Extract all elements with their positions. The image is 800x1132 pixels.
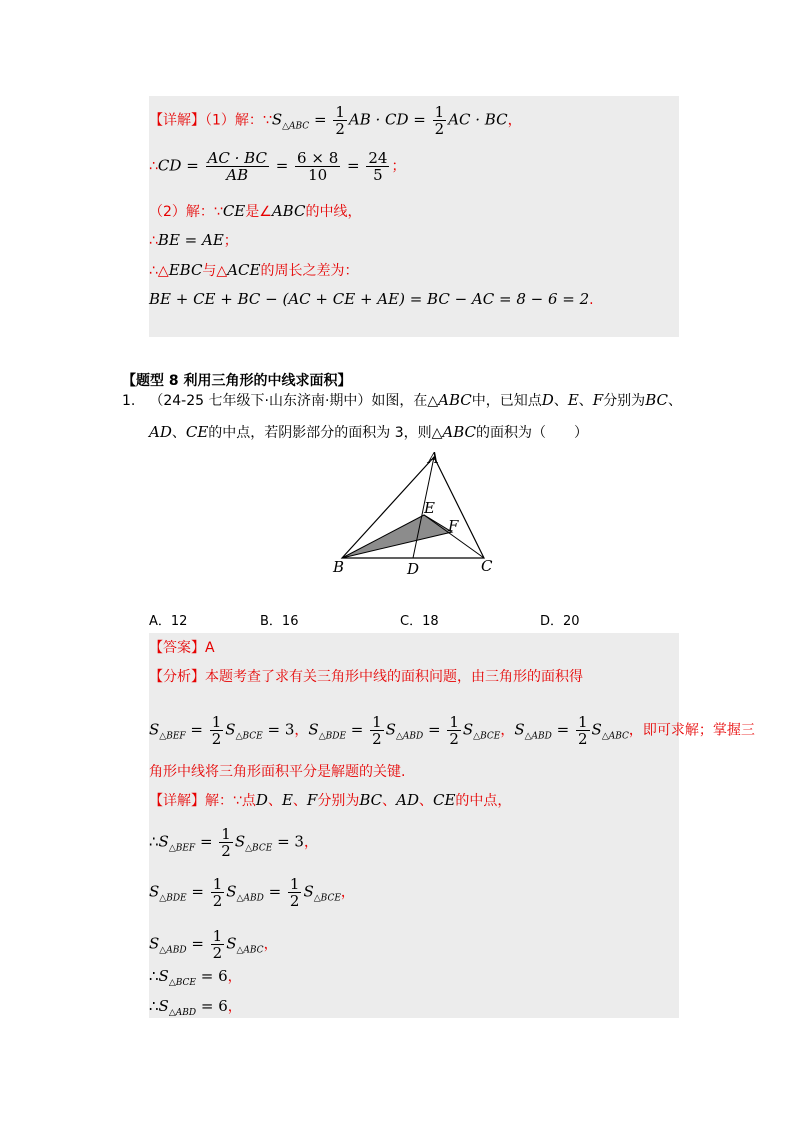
- math-expr: AC · BC: [448, 110, 508, 129]
- label-c: C: [481, 557, 493, 575]
- frac-den: 2: [577, 730, 588, 748]
- text: （24-25 七年级下·山东济南·期中）如图，在△: [149, 393, 439, 409]
- math-var: F: [592, 391, 604, 409]
- math-eq: = 3: [272, 832, 304, 851]
- answer-value: A: [205, 640, 215, 656]
- frac-num: 1: [434, 103, 445, 121]
- math-sub: △ABC: [601, 731, 629, 742]
- frac-num: 1: [211, 713, 222, 731]
- math-eq: = 6: [196, 997, 228, 1015]
- punct: ，: [227, 999, 242, 1015]
- frac-num: 6 × 8: [297, 149, 339, 167]
- fraction: [333, 104, 347, 137]
- math-eq: = 6: [196, 967, 228, 985]
- math-s: S: [462, 720, 474, 739]
- analysis-text: 本题考查了求有关三角形中线的面积问题，由三角形的面积得: [205, 669, 583, 685]
- math-sub: △BCE: [168, 978, 196, 988]
- frac-den: 2: [335, 120, 345, 138]
- math-s: S: [149, 882, 160, 901]
- math-s: S: [226, 934, 237, 953]
- fraction: [210, 714, 224, 747]
- math-s: S: [149, 934, 160, 953]
- math-s: S: [271, 110, 283, 129]
- math-var: AD: [396, 791, 419, 809]
- frac-num: 1: [212, 875, 223, 893]
- math-sub: △ABC: [236, 945, 264, 956]
- part-label: （2）解：∵: [149, 204, 223, 220]
- math-sub: △BCE: [313, 893, 341, 904]
- frac-den: 2: [221, 842, 231, 860]
- answer-tag: 【答案】: [149, 640, 205, 656]
- fraction: [447, 714, 461, 747]
- detail-line-3: [149, 876, 355, 909]
- math-s: S: [158, 832, 169, 851]
- text: 、: [382, 793, 397, 809]
- analysis-line-2: [149, 714, 755, 747]
- text: 的面积为（ ）: [476, 425, 589, 441]
- punct: ，: [263, 936, 278, 953]
- detail-tag: 【详解】: [149, 112, 205, 129]
- frac-num: 1: [449, 713, 459, 731]
- math-var: ACE: [227, 261, 261, 279]
- therefore-symbol: ∴△: [149, 263, 169, 279]
- math-s: S: [591, 720, 602, 739]
- math-expr: AB · CD: [348, 110, 409, 129]
- detail-line-4: [149, 928, 278, 961]
- frac-num: 1: [289, 875, 300, 893]
- frac-num: 1: [372, 713, 382, 731]
- math-var: ABC: [271, 202, 306, 220]
- math-s: S: [225, 720, 236, 739]
- text: 解：∵点: [205, 793, 256, 809]
- frac-den: 2: [211, 730, 222, 748]
- punct: ；: [391, 158, 406, 175]
- analysis-line-1: [149, 667, 583, 687]
- top-line-4: [149, 230, 238, 251]
- math-var: D: [255, 791, 268, 809]
- math-expr: BE + CE + BC − (AC + CE + AE) = BC − AC = 8 − 6 = 2: [149, 290, 590, 308]
- math-s: S: [234, 832, 246, 851]
- frac-den: 10: [308, 166, 328, 184]
- punct: ，: [507, 112, 522, 129]
- therefore-symbol: ∴: [149, 233, 158, 249]
- math-eq: =: [408, 110, 431, 129]
- therefore-symbol: ∴: [149, 158, 158, 175]
- text: 是∠: [245, 204, 272, 220]
- math-var: D: [541, 391, 554, 409]
- math-var: BC: [645, 391, 668, 409]
- math-eq: =: [186, 882, 209, 901]
- math-sub: △ABD: [159, 945, 187, 956]
- fraction: [370, 714, 384, 747]
- math-var: EBC: [168, 261, 203, 279]
- frac-den: 5: [373, 166, 383, 184]
- math-s: S: [514, 720, 525, 739]
- text: 的中线，: [305, 204, 362, 220]
- text: 与△: [202, 263, 228, 279]
- triangle-figure: [320, 445, 520, 580]
- therefore-symbol: ∴: [149, 832, 159, 851]
- math-sub: △BEF: [168, 843, 196, 854]
- option-b[interactable]: B．16: [260, 614, 299, 629]
- analysis-text: 角形中线将三角形面积平分是解题的关键.: [149, 764, 406, 780]
- fraction: [206, 150, 269, 183]
- math-var: CE: [222, 202, 246, 220]
- punct: ，: [227, 969, 242, 985]
- text: 的周长之差为：: [260, 263, 359, 279]
- math-eq: =: [185, 720, 208, 739]
- math-sub: △BCE: [473, 731, 501, 742]
- math-var: CE: [185, 423, 209, 441]
- detail-tag: 【详解】: [149, 793, 205, 809]
- math-var: ABC: [442, 423, 477, 441]
- frac-den: AB: [226, 166, 249, 184]
- math-eq: =: [270, 156, 294, 175]
- fraction: [211, 876, 225, 909]
- math-var: E: [281, 791, 293, 809]
- math-eq: =: [551, 720, 574, 739]
- frac-num: 24: [368, 149, 388, 167]
- top-line-5: [149, 260, 358, 281]
- question-line-1: [122, 390, 682, 411]
- math-sub: △ABC: [282, 121, 310, 132]
- detail-line-6: [149, 996, 242, 1023]
- punct: .: [589, 292, 594, 308]
- punct: ，: [340, 884, 355, 901]
- math-eq: = 3: [262, 720, 295, 739]
- math-s: S: [226, 882, 237, 901]
- text: 、: [418, 793, 433, 809]
- math-eq: =: [423, 720, 446, 739]
- frac-den: 2: [434, 120, 445, 138]
- therefore-symbol: ∴: [149, 967, 159, 985]
- math-eq: =: [186, 934, 209, 953]
- frac-num: 1: [335, 103, 345, 121]
- math-var: ABC: [438, 391, 472, 409]
- top-line-6: [149, 289, 594, 310]
- math-s: S: [158, 967, 169, 985]
- shaded-triangle-bef: [342, 515, 452, 558]
- label-d: D: [407, 560, 420, 578]
- frac-num: 1: [212, 927, 223, 945]
- math-sub: △ABD: [524, 731, 552, 742]
- math-eq: =: [309, 110, 332, 129]
- frac-num: AC · BC: [207, 149, 267, 167]
- fraction: [576, 714, 590, 747]
- fraction: [211, 928, 225, 961]
- label-b: B: [333, 558, 345, 576]
- section-heading: 【题型 8 利用三角形的中线求面积】: [122, 373, 352, 389]
- text: 中，已知点: [471, 393, 542, 409]
- frac-den: 2: [212, 944, 223, 962]
- math-sub: △BDE: [318, 731, 347, 742]
- question-number: 1.: [122, 393, 136, 409]
- math-sub: △ABD: [168, 1008, 197, 1018]
- math-eq: =: [263, 882, 286, 901]
- frac-num: 1: [577, 713, 588, 731]
- punct: ，: [500, 722, 515, 739]
- math-var: E: [567, 391, 579, 409]
- detail-line-5: [149, 966, 242, 993]
- math-s: S: [303, 882, 314, 901]
- part-label: （1）解：∵: [205, 112, 272, 129]
- math-sub: △ABD: [236, 893, 264, 904]
- text: 分别为: [317, 793, 360, 809]
- label-f: F: [448, 517, 459, 535]
- math-var: AD: [149, 423, 172, 441]
- punct: ，: [294, 722, 309, 739]
- punct: ；: [223, 233, 238, 249]
- detail-line-1: [149, 790, 511, 811]
- therefore-symbol: ∴: [149, 997, 159, 1015]
- text: 分别为: [603, 393, 646, 409]
- frac-num: 1: [221, 825, 231, 843]
- text: 、: [667, 393, 682, 409]
- fraction: [288, 876, 302, 909]
- option-c[interactable]: C．18: [400, 614, 439, 629]
- math-sub: △BCE: [245, 843, 273, 854]
- math-eq: =: [195, 832, 218, 851]
- detail-line-2: [149, 826, 318, 859]
- frac-den: 2: [289, 892, 300, 910]
- math-var: CE: [432, 791, 456, 809]
- answer-line: [149, 638, 215, 658]
- question-line-2: [149, 422, 588, 443]
- analysis-line-3: [149, 762, 405, 782]
- math-s: S: [158, 997, 169, 1015]
- analysis-tag: 【分析】: [149, 669, 205, 685]
- math-s: S: [149, 720, 160, 739]
- math-var: BC: [359, 791, 383, 809]
- math-expr: BE = AE: [157, 231, 224, 249]
- frac-den: 2: [212, 892, 223, 910]
- math-s: S: [308, 720, 319, 739]
- math-s: S: [385, 720, 396, 739]
- analysis-text: ，即可求解；掌握三: [628, 722, 755, 739]
- option-d[interactable]: D．20: [540, 614, 580, 629]
- frac-den: 2: [372, 730, 382, 748]
- math-var: F: [306, 791, 318, 809]
- text: 、: [578, 393, 593, 409]
- punct: ，: [303, 834, 318, 851]
- text: 、: [553, 393, 568, 409]
- math-sub: △BEF: [159, 731, 186, 742]
- text: 、: [292, 793, 307, 809]
- math-sub: △BDE: [159, 893, 187, 904]
- fraction: [295, 150, 340, 183]
- fraction: [219, 826, 233, 859]
- fraction: [433, 104, 447, 137]
- fraction: [366, 150, 389, 183]
- frac-den: 2: [449, 730, 459, 748]
- top-line-1: [149, 104, 522, 137]
- math-sub: △ABD: [395, 731, 424, 742]
- text: 、: [267, 793, 282, 809]
- math-expr: CD =: [157, 156, 204, 175]
- option-a[interactable]: A．12: [149, 614, 188, 629]
- label-a: A: [428, 449, 439, 467]
- math-eq: =: [346, 720, 369, 739]
- top-line-3: [149, 201, 361, 222]
- math-eq: =: [342, 156, 365, 175]
- text: 的中点，: [455, 793, 512, 809]
- label-e: E: [424, 499, 435, 517]
- text: 的中点，若阴影部分的面积为 3，则△: [208, 425, 443, 441]
- top-line-2: [149, 150, 405, 183]
- text: 、: [171, 425, 186, 441]
- math-sub: △BCE: [235, 731, 263, 742]
